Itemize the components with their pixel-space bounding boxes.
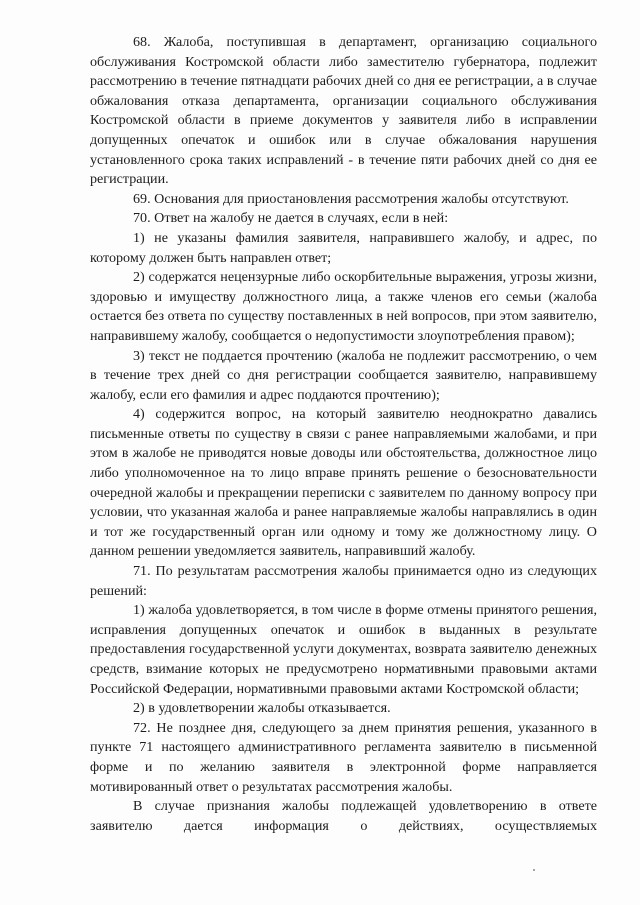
paragraph-72-continued: В случае признания жалобы подлежащей удовлетворению в ответе заявителю дается информация о действиях, осуществляемых [90,798,597,834]
paragraph-68: 68. Жалоба, поступившая в департамент, организацию социального обслуживания Костромской области либо заместителю губернатора, подлежит рассмотрению в течение пятнадцати рабочих дней со дня ее регистрации, а в случае обжалования отказа департамента, организации социального обслуживания Костромской области в приеме документов у заявителя либо в исправлении допущенных опечаток и ошибок или в случае обжалования нарушения установленного срока таких исправлений - в течение пяти рабочих дней со дня ее регистрации. [90,34,597,188]
paragraph-70-item-1: 1) не указаны фамилия заявителя, направившего жалобу, и адрес, по которому должен быть направлен ответ; [90,229,597,266]
paragraph-71-item-1: 1) жалоба удовлетворяется, в том числе в форме отмены принятого решения, исправления допущенных опечаток и ошибок в выданных в результате предоставления государственной услуги документах, возврата заявителю денежных средств, взимание которых не предусмотрено нормативными правовыми актами Российской Федерации, нормативными правовыми актами Костромской области; [90,602,597,697]
paragraph-70: 70. Ответ на жалобу не дается в случаях, если в ней: [133,210,449,227]
paragraph-71: 71. По результатам рассмотрения жалобы принимается одно из следующих решений: [90,563,597,599]
paragraph-70-item-3: 3) текст не поддается прочтению (жалоба не подлежит рассмотрению, о чем в течение трех дней со дня регистрации сообщается заявителю, направившему жалобу, если его фамилия и адрес поддаются прочтению); [90,347,597,403]
paragraph-70-item-2: 2) содержатся нецензурные либо оскорбительные выражения, угрозы жизни, здоровью и имуществу должностного лица, а также членов его семьи (жалоба остается без ответа по существу поставленных в ней вопросов, при этом заявителю, направившему жалобу, сообщается о недопустимости злоупотребления правом); [90,269,597,344]
paragraph-71-item-2: 2) в удовлетворении жалобы отказывается. [133,700,391,717]
scan-speck [533,869,535,871]
document-body [90,33,597,836]
paragraph-70-item-4: 4) содержится вопрос, на который заявителю неоднократно давались письменные ответы по существу в связи с ранее направляемыми жалобами, и при этом в жалобе не приводятся новые доводы или обстоятельства, должностное лицо либо уполномоченное на то лицо вправе принять решение о безосновательности очередной жалобы и прекращении переписки с заявителем по данному вопросу при условии, что указанная жалоба и ранее направляемые жалобы направлялись в один и тот же государственный орган или одному и тому же должностному лицу. О данном решении уведомляется заявитель, направивший жалобу. [90,406,597,560]
paragraph-72: 72. Не позднее дня, следующего за днем принятия решения, указанного в пункте 71 настоящего административного регламента заявителю в письменной форме и по желанию заявителя в электронной форме направляется мотивированный ответ о результатах рассмотрения жалобы. [90,719,597,795]
paragraph-69: 69. Основания для приостановления рассмотрения жалобы отсутствуют. [133,190,569,207]
